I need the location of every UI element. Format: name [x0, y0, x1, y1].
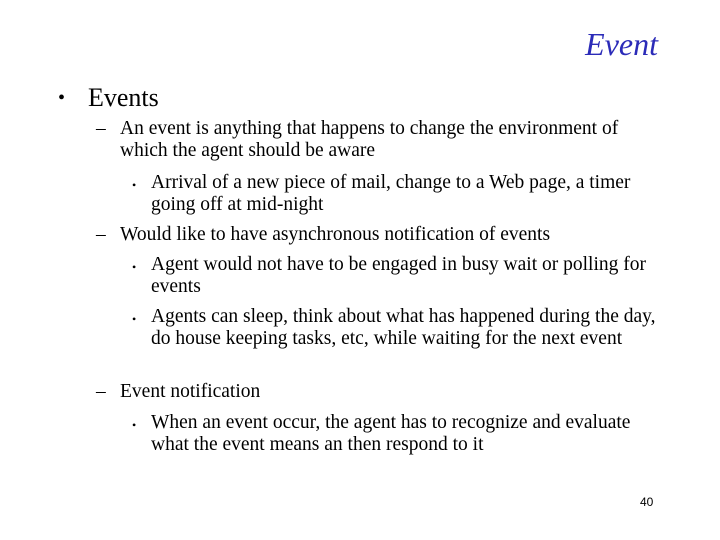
sub-bullet-text: Would like to have asynchronous notification of events — [120, 224, 551, 245]
bullet-marker: • — [132, 178, 137, 192]
slide-title: Event — [585, 26, 658, 62]
sub-sub-bullet-text: When an event occur, the agent has to recognize and evaluate what the event means an then respond to it — [151, 412, 631, 455]
dash-marker: – — [96, 118, 106, 139]
bullet-marker: • — [132, 418, 137, 432]
dash-marker: – — [96, 224, 106, 245]
sub-bullet-text: Event notification — [120, 381, 261, 402]
sub-sub-bullet-text: Arrival of a new piece of mail, change to a Web page, a timer going off at mid-night — [151, 172, 631, 215]
bullet-marker: • — [58, 87, 66, 109]
sub-sub-bullet-text: Agents can sleep, think about what has happened during the day, do house keeping tasks, etc, while waiting for the next event — [151, 306, 656, 349]
sub-sub-bullet-text: Agent would not have to be engaged in busy wait or polling for events — [151, 254, 646, 297]
page-number: 40 — [640, 495, 654, 509]
dash-marker: – — [96, 381, 106, 402]
bullet-marker: • — [132, 312, 137, 326]
sub-bullet-text: An event is anything that happens to change the environment of which the agent should be aware — [120, 118, 619, 161]
bullet-text: Events — [88, 83, 159, 112]
bullet-marker: • — [132, 260, 137, 274]
